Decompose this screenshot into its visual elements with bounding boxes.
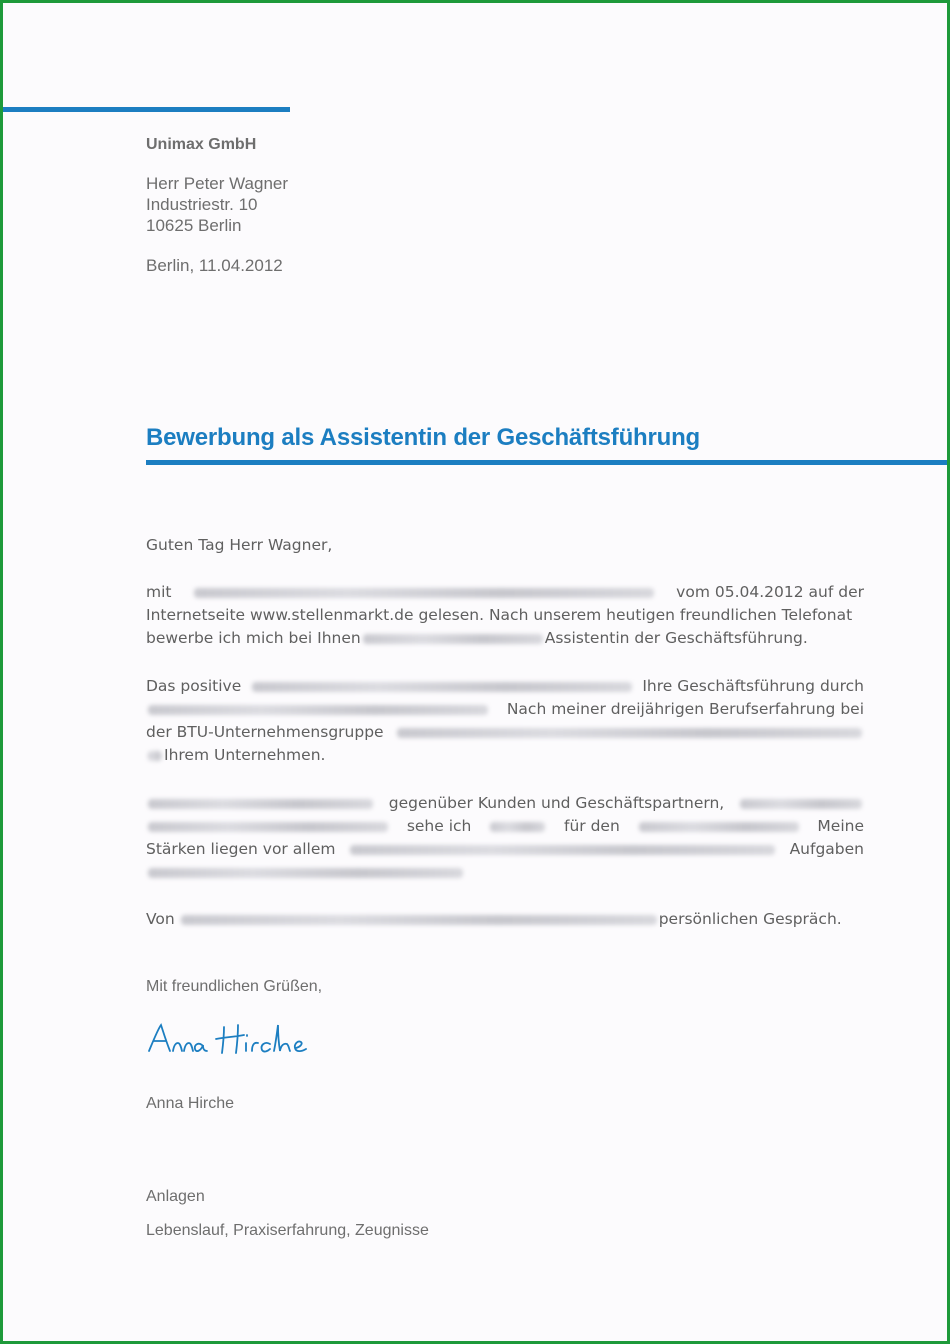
p3-line-1-text: gegenüber Kunden und Geschäftspartnern, [388,794,725,812]
p3-line-2-text-c: Meine [817,817,864,835]
redacted-text [194,588,654,598]
p3-line-3-text-b: Aufgaben [789,840,864,858]
p2-text-start: Das positive [146,677,242,695]
redacted-text [363,634,543,644]
paragraph-2-line-2 [146,698,864,721]
redacted-text [740,799,862,809]
redacted-text [148,705,488,715]
p3-line-2-text-a: sehe ich [406,817,472,835]
p1-text-end: vom 05.04.2012 auf der [676,583,864,601]
redacted-text [148,799,373,809]
salutation: Guten Tag Herr Wagner, [146,536,333,554]
paragraph-3-line-4 [146,861,864,884]
heading-underline-rule [146,460,950,465]
paragraph-2-line-3 [146,721,864,744]
p2-line-3-text: der BTU-Unternehmensgruppe [146,723,384,741]
paragraph-3-line-2 [146,815,864,838]
signer-name: Anna Hirche [146,1095,235,1112]
p3-line-2-text-b: für den [564,817,620,835]
redacted-text [148,868,463,878]
paragraph-3-line-1 [146,792,864,815]
subject-heading: Bewerbung als Assistentin der Geschäftsführung [146,424,701,451]
paragraph-1-line-1 [146,581,864,604]
p1-line-3-text-start: bewerbe ich mich bei Ihnen [146,629,361,647]
p4-text-end: persönlichen Gespräch. [658,910,842,928]
attachments-list: Lebenslauf, Praxiserfahrung, Zeugnisse [146,1222,429,1239]
p1-line-3-text-end: Assistentin der Geschäftsführung. [544,629,808,647]
recipient-company: Unimax GmbH [146,136,257,153]
paragraph-4 [146,908,864,931]
redacted-text [148,822,388,832]
p3-line-3-text-a: Stärken liegen vor allem [146,840,336,858]
redacted-text [148,751,162,761]
p4-text-start: Von [146,910,175,928]
recipient-address [146,173,288,236]
redacted-text [181,915,657,925]
recipient-street: Industriestr. 10 [146,195,258,214]
p1-line-2-text: Internetseite www.stellenmarkt.de gelesen. Nach unserem heutigen freundlichen Telefonat [146,606,853,624]
p2-line-2-text: Nach meiner dreijährigen Berufserfahrung bei [506,700,864,718]
redacted-text [350,845,775,855]
paragraph-3 [146,792,864,884]
paragraph-1-line-2 [146,604,864,627]
top-accent-rule [3,107,290,112]
p2-text-end: Ihre Geschäftsführung durch [642,677,864,695]
redacted-text [490,822,545,832]
recipient-name: Herr Peter Wagner [146,174,289,193]
paragraph-2 [146,675,864,767]
recipient-city: 10625 Berlin [146,216,242,235]
paragraph-1 [146,581,864,650]
paragraph-1-line-3 [146,627,864,650]
paragraph-3-line-3 [146,838,864,861]
redacted-text [397,728,862,738]
paragraph-4-line-1 [146,908,864,931]
handwritten-signature [146,1017,316,1061]
p1-text-start: mit [146,583,172,601]
paragraph-2-line-4 [146,744,864,767]
closing-phrase: Mit freundlichen Grüßen, [146,978,323,995]
paragraph-2-line-1 [146,675,864,698]
redacted-text [252,682,632,692]
letter-date: Berlin, 11.04.2012 [146,256,283,275]
p2-line-4-text: Ihrem Unternehmen. [164,746,326,764]
attachments-title: Anlagen [146,1188,205,1205]
redacted-text [639,822,799,832]
